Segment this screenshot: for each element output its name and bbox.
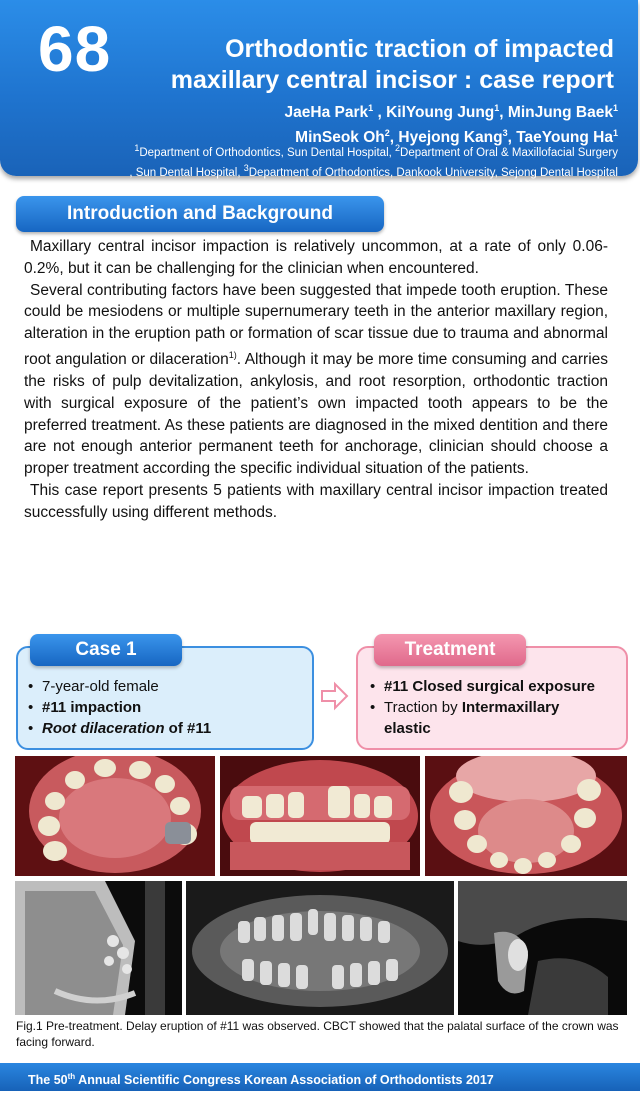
case-item-text: #11 impaction	[42, 699, 142, 716]
affil-text: Department of Orthodontics, Sun Dental Hospital,	[139, 146, 396, 159]
case-item	[26, 718, 306, 739]
intro-heading: Introduction and Background	[16, 196, 384, 232]
author-name: TaeYoung Ha	[516, 129, 613, 147]
treatment-list	[368, 676, 624, 739]
poster-number: 68	[38, 13, 112, 85]
author-sup: 1	[612, 103, 618, 113]
author-name: MinSeok Oh	[295, 129, 385, 147]
footer-bar	[0, 1063, 640, 1091]
author-name: KilYoung Jung	[386, 104, 495, 122]
affil-text: , Sun Dental Hospital,	[129, 166, 244, 179]
lateral-ceph-radiograph	[15, 881, 182, 1015]
case-tag: Case 1	[30, 634, 182, 666]
affil-text: Department of Orthodontics, Dankook University, Sejong Dental Hospital	[248, 166, 618, 179]
case-item: • 7-year-old female	[26, 676, 306, 697]
figure-caption: Fig.1 Pre-treatment. Delay eruption of #11 was observed. CBCT showed that the palatal surface of the crown was facing forward.	[16, 1019, 619, 1049]
title-line-1: Orthodontic traction of impacted	[225, 35, 614, 63]
treatment-item-text: Intermaxillary	[461, 699, 560, 716]
author-sup: 2	[384, 128, 390, 139]
case-item-text: of #11	[164, 720, 212, 737]
affil-sup: 2	[395, 143, 401, 153]
panoramic-radiograph	[186, 881, 454, 1015]
footer-sup: th	[67, 1072, 76, 1081]
affil-sup: 3	[243, 162, 249, 173]
cbct-slice-radiograph	[458, 881, 627, 1015]
affil-line-2	[129, 161, 618, 181]
intro-paragraph-3: This case report presents 5 patients with maxillary central incisor impaction treated successfully using different methods.	[24, 481, 608, 521]
author-sup: 1	[494, 103, 500, 113]
intraoral-photo-upper	[15, 756, 215, 876]
author-name: MinJung Baek	[507, 104, 613, 122]
case-item	[26, 697, 306, 718]
title-line-2: maxillary central incisor : case report	[170, 66, 614, 94]
affil-text: Department of Oral & Maxillofacial Surgery	[400, 146, 618, 159]
arrow-right-icon	[318, 680, 350, 712]
poster-header	[0, 0, 638, 179]
reference-marker: 1)	[228, 349, 237, 360]
poster-title	[171, 34, 614, 96]
treatment-item-text: elastic	[384, 720, 431, 737]
intro-text: . Although it may be more time consuming and carries the risks of pulp devitalization, ankylosis, and root resorption, orthodontic traction with surgical exposure of the patient’s own impacted tooth appears to be the preferred treatment. As these patients are diagnosed in the mixed dentition and there are not enough anterior permanent teeth for anchorage, clinician should choose a proper treatment according the specific individual situation of the patients.	[24, 351, 609, 478]
intraoral-photo-frontal	[220, 756, 420, 876]
intraoral-photo-lower	[425, 756, 627, 876]
author-name: JaeHa Park	[284, 104, 369, 122]
footer-text: The 50	[28, 1073, 68, 1088]
footer-text: Annual Scientific Congress Korean Association of Orthodontists 2017	[75, 1073, 494, 1088]
intro-body	[24, 236, 608, 524]
author-name: Hyejong Kang	[398, 129, 503, 147]
treatment-tag: Treatment	[374, 634, 526, 666]
author-sup: 1	[368, 103, 374, 113]
treatment-item	[368, 676, 624, 697]
author-row-1: JaeHa Park$^1$ , KilYoung Jung$^1$, MinJung Baek$^1$	[284, 103, 618, 122]
treatment-item	[368, 697, 624, 739]
affil-line-1	[129, 141, 618, 161]
case-item-text: Root dilaceration	[42, 720, 165, 737]
author-sup: 3	[502, 128, 508, 139]
treatment-item-text: Traction by	[384, 699, 462, 716]
treatment-item-text: #11 Closed surgical exposure	[384, 678, 595, 695]
intro-paragraph-1: Maxillary central incisor impaction is relatively uncommon, at a rate of only 0.06-0.2%, but it can be challenging for the clinician when encountered.	[24, 238, 608, 277]
author-sup: 1	[612, 128, 618, 139]
affiliations	[129, 141, 618, 181]
affil-sup: 1	[134, 143, 140, 153]
intro-paragraph-2	[24, 280, 608, 480]
author-row-2: MinSeok Oh$^2$, Hyejong Kang$^3$, TaeYoung Ha$^1$	[295, 128, 618, 147]
intro-text: Several contributing factors have been suggested that impede tooth eruption. These could be mesiodens or multiple supernumerary teeth in the anterior maxillary region, alteration in the eruption path or formation of scar tissue due to trauma and abnormal root angulation or dilaceration	[24, 281, 608, 369]
case-list	[26, 676, 306, 739]
